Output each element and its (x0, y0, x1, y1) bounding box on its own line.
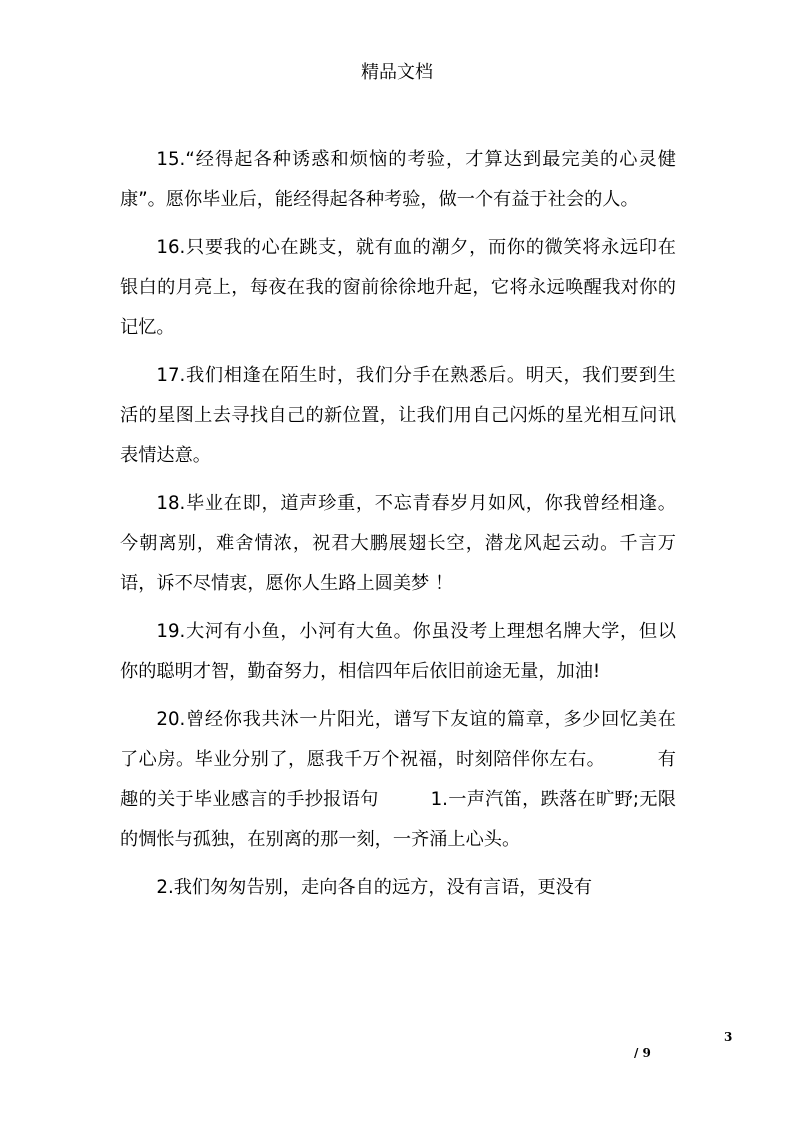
document-body (120, 140, 676, 908)
paragraph-15: 15.“经得起各种诱惑和烦恼的考验，才算达到最完美的心灵健康”。愿你毕业后，能经得起各种考验，做一个有益于社会的人。 (120, 149, 676, 210)
page-number: 3 (724, 1030, 733, 1044)
page-total: / 9 (634, 1046, 651, 1060)
paragraph-20-text: 20.曾经你我共沐一片阳光，谱写下友谊的篇章，多少回忆美在了心房。毕业分别了，愿我千万个祝福，时刻陪伴你左右。 (120, 709, 676, 770)
section-subtitle: 有趣的关于毕业感言的手抄报语句 (120, 749, 676, 810)
list-item-1: 1.一声汽笛，跌落在旷野;无限的惆怅与孤独，在别离的那一刻，一齐涌上心头。 (120, 789, 676, 850)
paragraph-17: 17.我们相逢在陌生时，我们分手在熟悉后。明天，我们要到生活的星图上去寻找自己的新位置，让我们用自己闪烁的星光相互问讯表情达意。 (120, 365, 676, 466)
paragraph-18: 18.毕业在即，道声珍重，不忘青春岁月如风，你我曾经相逢。今朝离别，难舍情浓，祝君大鹏展翅长空，潜龙风起云动。千言万语，诉不尽情衷，愿你人生路上圆美梦 ！ (120, 493, 676, 594)
paragraph-16: 16.只要我的心在跳支，就有血的潮夕，而你的微笑将永远印在银白的月亮上，每夜在我的窗前徐徐地升起，它将永远唤醒我对你的记忆。 (120, 237, 676, 338)
paragraph-19: 19.大河有小鱼，小河有大鱼。你虽没考上理想名牌大学，但以你的聪明才智，勤奋努力，相信四年后依旧前途无量，加油! (120, 621, 676, 682)
list-item-2: 2.我们匆匆告别，走向各自的远方，没有言语，更没有 (156, 877, 593, 898)
page-header-title: 精品文档 (361, 62, 433, 83)
paragraph-20 (120, 700, 676, 860)
